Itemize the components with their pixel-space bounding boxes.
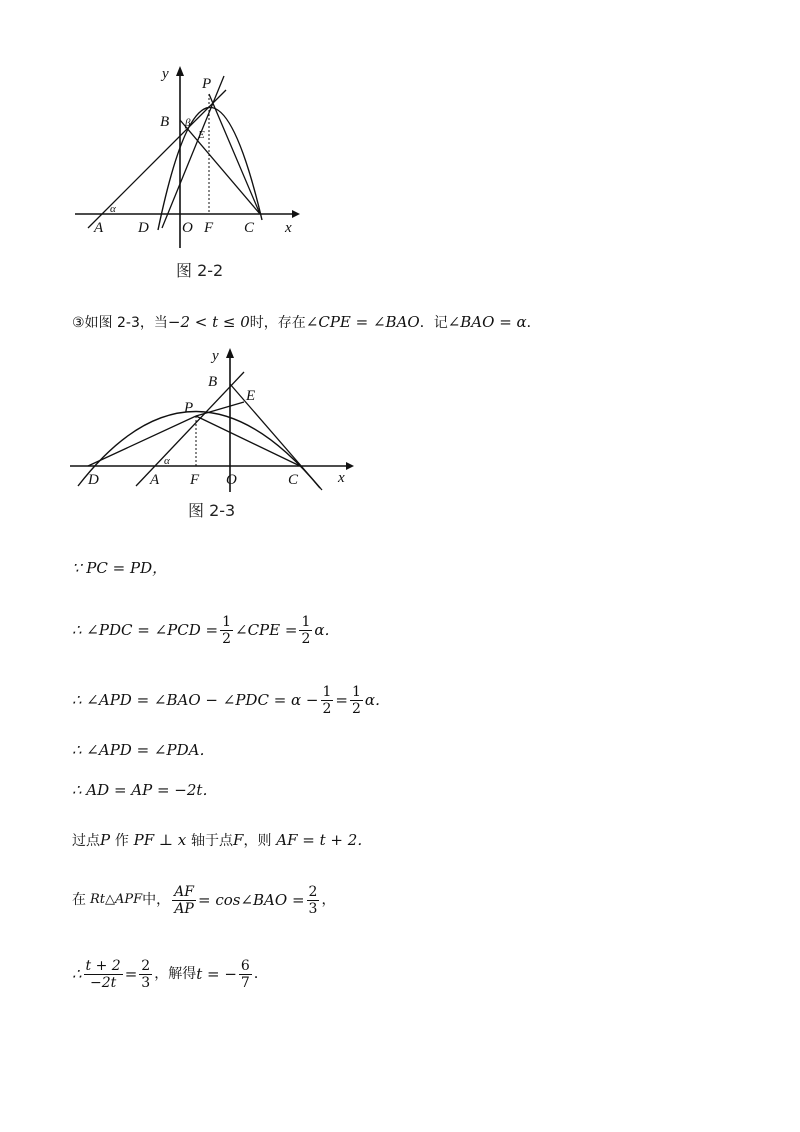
figure-2-2	[70, 60, 310, 250]
label-y: y	[162, 66, 169, 82]
parabola	[158, 107, 262, 230]
label-d: D	[88, 472, 99, 488]
x-axis-arrow	[346, 462, 354, 470]
label-a: A	[94, 220, 104, 236]
figure-2-3-diagram	[66, 346, 356, 496]
fraction: $\frac{6}{7}$	[240, 957, 250, 991]
label-f: F	[190, 472, 200, 488]
fraction: $\frac{1}{2}$	[322, 683, 332, 717]
label-e: E	[246, 388, 256, 404]
figure-2-2-caption: 图 2-2	[176, 261, 224, 280]
step-5: ∴ AD = AP = −2t．	[72, 781, 218, 799]
label-x: x	[338, 470, 345, 486]
label-beta: β	[185, 117, 191, 129]
label-x: x	[285, 220, 292, 236]
fraction: $\frac{1}{2}$	[301, 613, 311, 647]
line-dp	[88, 416, 196, 466]
case3-line: ③如图 2-3，当−2 < t ≤ 0时，存在∠CPE = ∠BAO．记∠BAO = α．	[72, 313, 541, 331]
label-e: E	[198, 129, 205, 141]
label-c: C	[244, 220, 255, 236]
label-p: P	[184, 400, 194, 416]
step-6: 过点P 作 PF ⊥ x 轴于点F，则 AF = t + 2．	[72, 831, 373, 849]
step-1: ∵ PC = PD，	[72, 559, 168, 577]
fraction: $\frac{t + 2}{-2t}$	[85, 957, 121, 991]
line-pd	[162, 76, 224, 228]
fraction: $\frac{AF}{AP}$	[174, 883, 194, 917]
line-pc	[196, 416, 300, 466]
line-ab	[136, 372, 244, 486]
label-y: y	[212, 348, 219, 364]
y-axis-arrow	[226, 348, 234, 358]
label-c: C	[288, 472, 299, 488]
label-a: A	[150, 472, 160, 488]
label-alpha: α	[164, 455, 170, 467]
step-7: 在 Rt△APF 中， $\frac{AF}{AP}$ = cos∠BAO = $\frac{2}{3}$ ，	[72, 883, 336, 917]
label-f: F	[204, 220, 214, 236]
label-b: B	[208, 374, 218, 390]
label-b: B	[160, 114, 170, 130]
step-4: ∴ ∠APD = ∠PDA．	[72, 741, 215, 759]
line-bc	[230, 384, 322, 490]
label-d: D	[138, 220, 149, 236]
line-ab	[88, 90, 226, 228]
step-2: ∴ ∠PDC = ∠PCD = $\frac{1}{2}$ ∠CPE = $\frac{1}{2}$ α．	[72, 613, 340, 647]
label-o: O	[182, 220, 193, 236]
step-3: ∴ ∠APD = ∠BAO − ∠PDC = α − $\frac{1}{2}$ = $\frac{1}{2}$ α．	[72, 683, 391, 717]
figure-2-2-diagram	[70, 60, 310, 250]
label-p: P	[202, 76, 212, 92]
line-pc	[209, 94, 260, 214]
figure-2-3	[66, 346, 356, 496]
fraction: $\frac{1}{2}$	[352, 683, 361, 717]
label-o: O	[226, 472, 237, 488]
x-axis-arrow	[292, 210, 300, 218]
label-alpha: α	[110, 203, 116, 215]
fraction: $\frac{2}{3}$	[141, 957, 151, 991]
fraction: $\frac{1}{2}$	[222, 613, 232, 647]
step-8: ∴ $\frac{t + 2}{-2t}$ = $\frac{2}{3}$ ，解得 t = − $\frac{6}{7}$ ．	[72, 957, 268, 991]
figure-2-3-caption: 图 2-3	[188, 501, 236, 520]
fraction: $\frac{2}{3}$	[308, 883, 318, 917]
y-axis-arrow	[176, 66, 184, 76]
